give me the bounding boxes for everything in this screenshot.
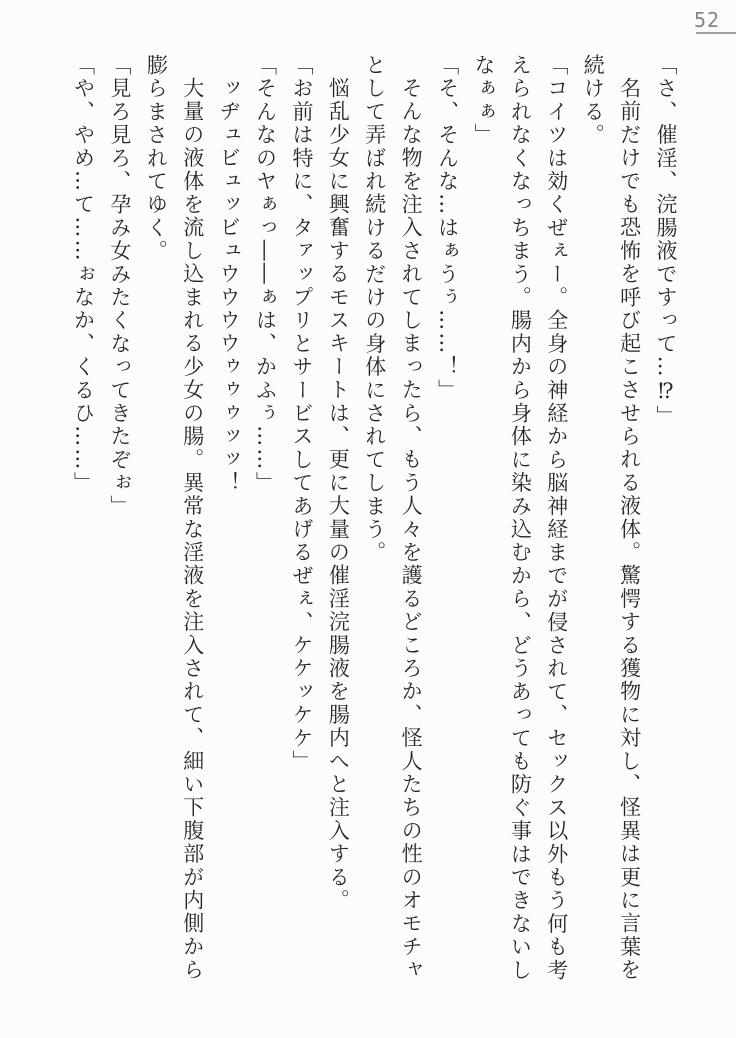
text-column: 「見ろ見ろ、孕み女みたくなってきたぞぉ」: [107, 54, 132, 518]
text-column: 続ける。: [581, 54, 606, 147]
text-column: 「お前は特に、タァップリとサービスしてあげるぜぇ、ケケッケケ」: [289, 54, 314, 774]
text-column: として弄ばれ続けるだけの身体にされてしまう。: [362, 54, 387, 565]
page-number: 52: [694, 8, 721, 32]
text-column: なぁぁ」: [471, 54, 496, 147]
text-column: 膨らまされてゆく。: [144, 54, 169, 263]
page-number-underline: [696, 32, 736, 34]
text-column: 名前だけでも恐怖を呼び起こさせられる液体。驚愕する獲物に対し、怪異は更に言葉を: [617, 77, 642, 982]
text-block: [64, 54, 684, 988]
text-column: 「そんなのヤぁっ――ぁは、かふぅ……」: [253, 54, 278, 495]
text-column: 大量の液体を流し込まれる少女の腸。異常な淫液を注入されて、細い下腹部が内側から: [180, 77, 205, 982]
text-column: えられなくなっちまう。腸内から身体に染み込むから、どうあっても防ぐ事はできないし: [508, 54, 533, 982]
text-column: ッヂュビュッビュウウウウゥゥゥッッ！: [217, 77, 242, 495]
text-column: 悩乱少女に興奮するモスキートは、更に大量の催淫浣腸液を腸内へと注入する。: [326, 77, 351, 913]
text-column: 「そ、そんな…はぁうぅ……！」: [435, 54, 460, 402]
text-column: 「や、やめ…て……ぉなか、くるひ……」: [71, 54, 96, 495]
text-column: 「さ、催淫、浣腸液ですって…⁉」: [654, 54, 678, 429]
text-column: 「コイツは効くぜぇー。全身の神経から脳神経までが侵されて、セックス以外もう何も考: [544, 54, 569, 982]
text-column: そんな物を注入されてしまったら、もう人々を護るどころか、怪人たちの性のオモチャ: [399, 77, 424, 982]
